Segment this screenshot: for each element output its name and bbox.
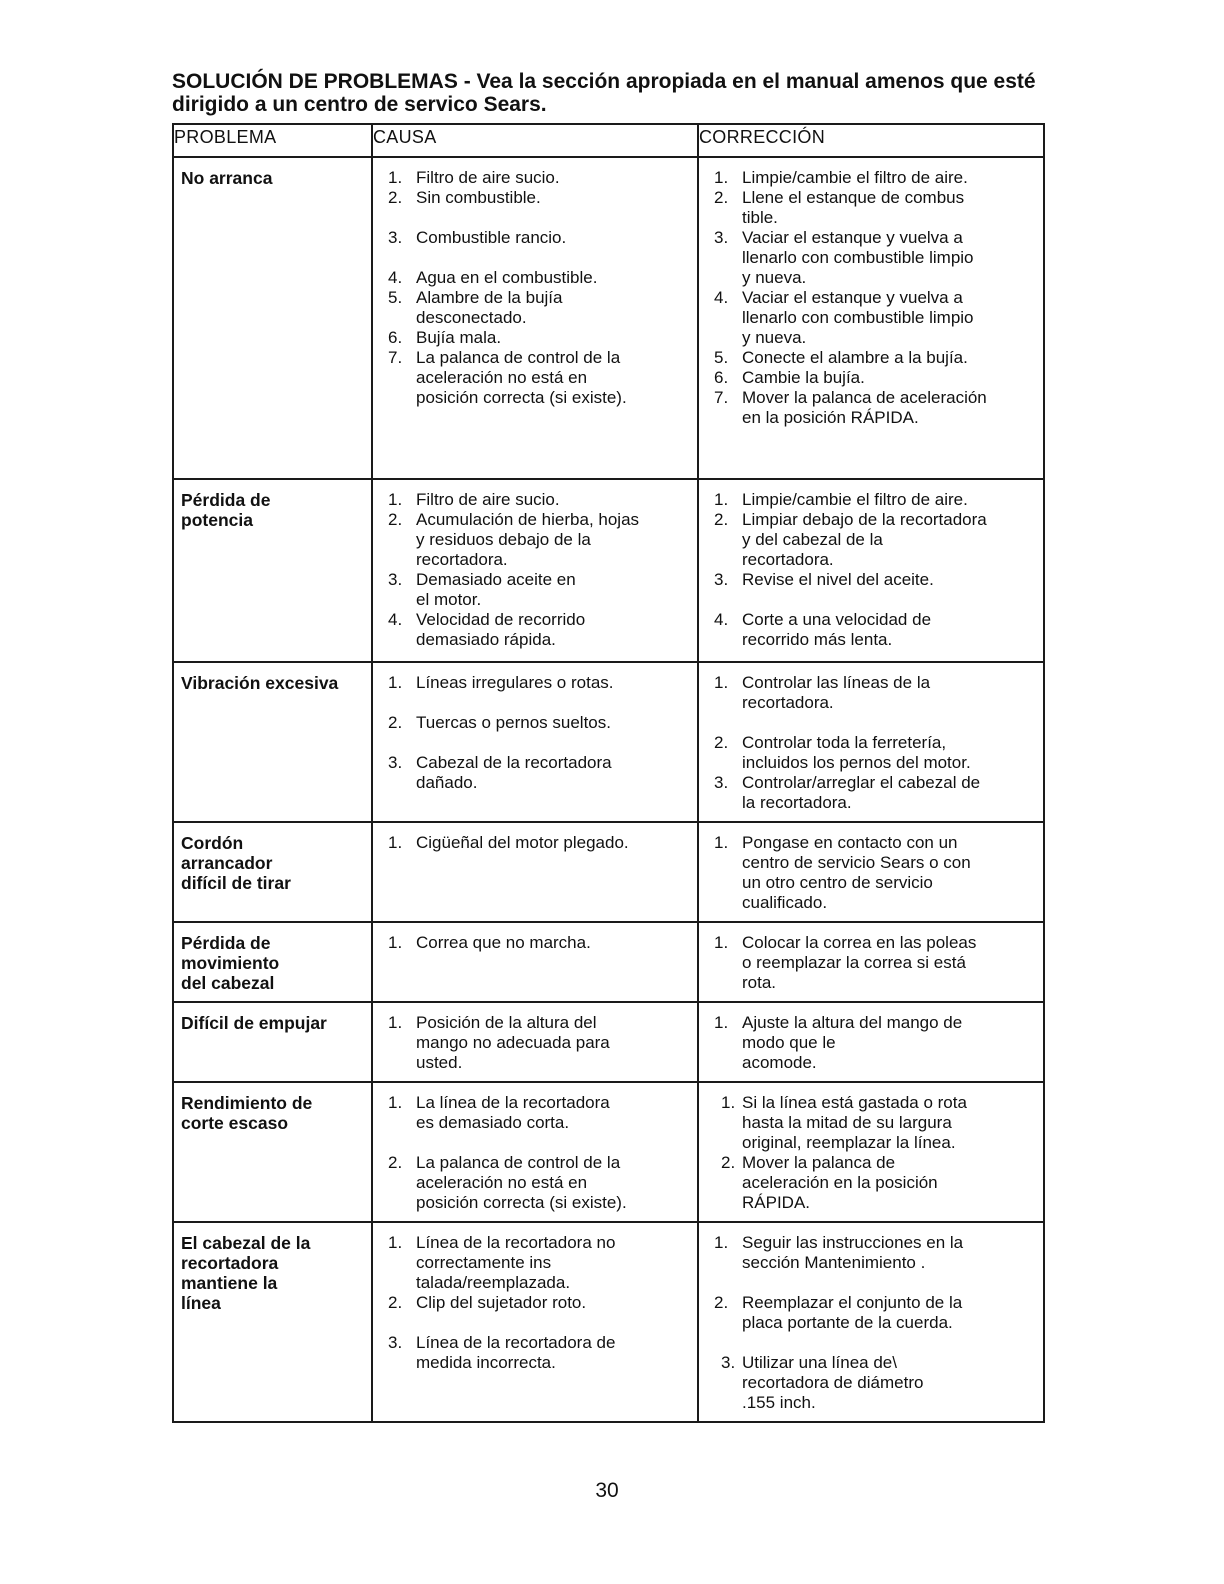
correction-cell <box>698 1222 1044 1422</box>
correction-item-text: Controlar las líneas de la recortadora. <box>742 673 931 712</box>
problem-cell: Pérdida de movimiento del cabezal <box>173 922 372 1002</box>
correction-item <box>707 833 1035 913</box>
cause-item-text: Correa que no marcha. <box>416 933 591 952</box>
correction-item <box>707 773 1035 813</box>
table-row <box>173 157 1044 479</box>
cause-item <box>381 328 689 348</box>
problem-cell: El cabezal de la recortadora mantiene la línea <box>173 1222 372 1422</box>
correction-item-text: Llene el estanque de combus tible. <box>742 188 965 227</box>
correction-item <box>707 1293 1035 1333</box>
cause-item <box>381 1233 689 1293</box>
cause-item-text: Combustible rancio. <box>416 228 567 247</box>
correction-item <box>707 490 1035 510</box>
correction-cell <box>698 1002 1044 1082</box>
cause-cell <box>372 157 698 479</box>
correction-cell <box>698 479 1044 662</box>
cause-item-text: Filtro de aire sucio. <box>416 168 560 187</box>
cause-item <box>381 1153 689 1213</box>
cause-item-text: Filtro de aire sucio. <box>416 490 560 509</box>
table-row <box>173 479 1044 662</box>
header-problem: PROBLEMA <box>173 124 372 157</box>
cause-item <box>381 188 689 208</box>
correction-item-text: Utilizar una línea de\ recortadora de diámetro .155 inch. <box>742 1353 924 1412</box>
cause-item-text: Bujía mala. <box>416 328 502 347</box>
cause-item <box>381 1293 689 1313</box>
cause-cell <box>372 822 698 922</box>
cause-item <box>381 510 689 570</box>
correction-item <box>707 168 1035 188</box>
correction-item-text: Ajuste la altura del mango de modo que le acomode. <box>742 1013 963 1072</box>
cause-item-number: 1. <box>388 933 403 952</box>
correction-list <box>707 1233 1035 1413</box>
cause-item <box>381 1333 689 1373</box>
table-row <box>173 922 1044 1002</box>
cause-item-number: 1. <box>388 833 403 852</box>
cause-item-number: 3. <box>388 570 403 589</box>
correction-cell <box>698 1082 1044 1222</box>
correction-item-text: Colocar la correa en las poleas o reemplazar la correa si está rota. <box>742 933 977 992</box>
correction-item-number: 2. <box>714 510 729 529</box>
correction-item <box>707 570 1035 590</box>
cause-item <box>381 713 689 733</box>
correction-item-number: 1. <box>714 933 729 952</box>
cause-item-text: Clip del sujetador roto. <box>416 1293 587 1312</box>
cause-item-text: Acumulación de hierba, hojas y residuos debajo de la recortadora. <box>416 510 640 569</box>
correction-item-number: 2. <box>721 1153 736 1172</box>
correction-item <box>707 388 1035 428</box>
problem-cell: Difícil de empujar <box>173 1002 372 1082</box>
correction-item <box>707 368 1035 388</box>
correction-item-number: 2. <box>714 188 729 207</box>
cause-list <box>381 1233 689 1373</box>
correction-item-number: 3. <box>714 570 729 589</box>
cause-cell <box>372 1002 698 1082</box>
cause-item-number: 6. <box>388 328 403 347</box>
correction-item <box>707 1013 1035 1073</box>
correction-cell <box>698 662 1044 822</box>
correction-item-text: Mover la palanca de aceleración en la posición RÁPIDA. <box>742 388 987 427</box>
cause-item-text: Agua en el combustible. <box>416 268 598 287</box>
correction-item-text: Reemplazar el conjunto de la placa portante de la cuerda. <box>742 1293 963 1332</box>
correction-item-text: Corte a una velocidad de recorrido más lenta. <box>742 610 932 649</box>
cause-item-number: 1. <box>388 168 403 187</box>
correction-item-number: 4. <box>714 288 729 307</box>
cause-item <box>381 933 689 953</box>
correction-cell <box>698 922 1044 1002</box>
cause-item-number: 1. <box>388 673 403 692</box>
correction-item <box>707 673 1035 713</box>
cause-list <box>381 933 689 953</box>
page-title <box>172 70 1072 116</box>
cause-item <box>381 348 689 408</box>
correction-item-number: 1. <box>714 168 729 187</box>
cause-item-number: 1. <box>388 1013 403 1032</box>
title-rest: - Vea la sección apropiada en el manual amenos que esté dirigido a un centro de servico Sears. <box>172 70 1036 116</box>
table-row <box>173 822 1044 922</box>
correction-item-text: Vaciar el estanque y vuelva a llenarlo con combustible limpio y nueva. <box>742 228 974 287</box>
table-row <box>173 1222 1044 1422</box>
correction-item-text: Cambie la bujía. <box>742 368 865 387</box>
correction-item-text: Conecte el alambre a la bujía. <box>742 348 968 367</box>
cause-item <box>381 833 689 853</box>
correction-item <box>707 228 1035 288</box>
correction-item <box>707 733 1035 773</box>
correction-item-number: 6. <box>714 368 729 387</box>
correction-item <box>707 288 1035 348</box>
cause-item-number: 4. <box>388 268 403 287</box>
cause-item-text: Demasiado aceite en el motor. <box>416 570 576 609</box>
cause-item-text: Línea de la recortadora no correctamente ins talada/reemplazada. <box>416 1233 616 1292</box>
cause-item-text: Líneas irregulares o rotas. <box>416 673 614 692</box>
cause-item-text: La palanca de control de la aceleración no está en posición correcta (si existe). <box>416 348 627 407</box>
correction-item-number: 1. <box>714 1233 729 1252</box>
problem-cell: Pérdida de potencia <box>173 479 372 662</box>
correction-item-number: 3. <box>714 773 729 792</box>
correction-item-number: 5. <box>714 348 729 367</box>
correction-item <box>707 1353 1035 1413</box>
cause-item-number: 1. <box>388 490 403 509</box>
cause-item <box>381 673 689 693</box>
cause-item <box>381 610 689 650</box>
cause-list <box>381 673 689 793</box>
cause-item <box>381 1013 689 1073</box>
correction-cell <box>698 822 1044 922</box>
header-correction: CORRECCIÓN <box>698 124 1044 157</box>
correction-item-number: 3. <box>721 1353 736 1372</box>
cause-item-text: Sin combustible. <box>416 188 541 207</box>
cause-item-text: Tuercas o pernos sueltos. <box>416 713 611 732</box>
correction-list <box>707 490 1035 650</box>
cause-item <box>381 753 689 793</box>
cause-item-text: Alambre de la bujía desconectado. <box>416 288 563 327</box>
cause-item <box>381 228 689 248</box>
troubleshooting-table <box>172 123 1045 1423</box>
cause-item-number: 2. <box>388 1293 403 1312</box>
cause-item-number: 3. <box>388 753 403 772</box>
cause-cell <box>372 662 698 822</box>
cause-item <box>381 1093 689 1133</box>
correction-item-text: Mover la palanca de aceleración en la posición RÁPIDA. <box>742 1153 938 1212</box>
correction-item-text: Vaciar el estanque y vuelva a llenarlo con combustible limpio y nueva. <box>742 288 974 347</box>
cause-item-text: La palanca de control de la aceleración no está en posición correcta (si existe). <box>416 1153 627 1212</box>
cause-item <box>381 288 689 328</box>
correction-list <box>707 833 1035 913</box>
cause-item <box>381 570 689 610</box>
header-cause: CAUSA <box>372 124 698 157</box>
correction-item-text: Pongase en contacto con un centro de servicio Sears o con un otro centro de servicio cualificado. <box>742 833 971 912</box>
correction-list <box>707 1093 1035 1213</box>
cause-item-text: Cabezal de la recortadora dañado. <box>416 753 612 792</box>
problem-cell: Cordón arrancador difícil de tirar <box>173 822 372 922</box>
correction-item-text: Controlar toda la ferretería, incluidos los pernos del motor. <box>742 733 971 772</box>
cause-item-text: Posición de la altura del mango no adecuada para usted. <box>416 1013 610 1072</box>
correction-item <box>707 933 1035 993</box>
correction-item-number: 1. <box>714 1013 729 1032</box>
cause-item-number: 2. <box>388 713 403 732</box>
cause-item-text: La línea de la recortadora es demasiado corta. <box>416 1093 610 1132</box>
correction-item-number: 1. <box>714 490 729 509</box>
cause-item-number: 7. <box>388 348 403 367</box>
correction-item-number: 4. <box>714 610 729 629</box>
correction-list <box>707 933 1035 993</box>
cause-item <box>381 490 689 510</box>
cause-cell <box>372 922 698 1002</box>
page-number: 30 <box>595 1479 619 1502</box>
cause-item-text: Línea de la recortadora de medida incorrecta. <box>416 1333 616 1372</box>
problem-cell: Rendimiento de corte escaso <box>173 1082 372 1222</box>
cause-item-number: 4. <box>388 610 403 629</box>
cause-cell <box>372 479 698 662</box>
correction-item <box>707 188 1035 228</box>
correction-item <box>707 348 1035 368</box>
cause-cell <box>372 1082 698 1222</box>
cause-list <box>381 833 689 853</box>
table-row <box>173 1082 1044 1222</box>
table-header-row <box>173 124 1044 157</box>
correction-item-number: 2. <box>714 1293 729 1312</box>
cause-list <box>381 490 689 650</box>
correction-item-number: 7. <box>714 388 729 407</box>
correction-item-number: 3. <box>714 228 729 247</box>
cause-item-number: 1. <box>388 1233 403 1252</box>
cause-cell <box>372 1222 698 1422</box>
cause-item-number: 1. <box>388 1093 403 1112</box>
table-row <box>173 1002 1044 1082</box>
cause-list <box>381 1093 689 1213</box>
cause-item-text: Cigüeñal del motor plegado. <box>416 833 629 852</box>
cause-list <box>381 1013 689 1073</box>
correction-item-number: 1. <box>721 1093 736 1112</box>
cause-item-number: 2. <box>388 1153 403 1172</box>
cause-item-number: 2. <box>388 510 403 529</box>
problem-cell: Vibración excesiva <box>173 662 372 822</box>
correction-item-number: 1. <box>714 673 729 692</box>
correction-item <box>707 510 1035 570</box>
table-row <box>173 662 1044 822</box>
cause-item <box>381 168 689 188</box>
correction-list <box>707 673 1035 813</box>
correction-list <box>707 168 1035 428</box>
correction-item <box>707 1153 1035 1213</box>
cause-item-number: 5. <box>388 288 403 307</box>
correction-item <box>707 1233 1035 1273</box>
correction-item-number: 1. <box>714 833 729 852</box>
correction-item <box>707 610 1035 650</box>
correction-item <box>707 1093 1035 1153</box>
cause-item <box>381 268 689 288</box>
cause-item-text: Velocidad de recorrido demasiado rápida. <box>416 610 586 649</box>
correction-item-text: Controlar/arreglar el cabezal de la recortadora. <box>742 773 981 812</box>
cause-item-number: 3. <box>388 1333 403 1352</box>
correction-item-text: Revise el nivel del aceite. <box>742 570 934 589</box>
correction-item-number: 2. <box>714 733 729 752</box>
correction-item-text: Limpie/cambie el filtro de aire. <box>742 490 968 509</box>
correction-item-text: Limpiar debajo de la recortadora y del cabezal de la recortadora. <box>742 510 987 569</box>
cause-list <box>381 168 689 408</box>
correction-item-text: Limpie/cambie el filtro de aire. <box>742 168 968 187</box>
correction-item-text: Si la línea está gastada o rota hasta la mitad de su largura original, reemplazar la línea. <box>742 1093 967 1152</box>
correction-cell <box>698 157 1044 479</box>
title-lead: SOLUCIÓN DE PROBLEMAS <box>172 70 458 93</box>
table-body <box>173 157 1044 1422</box>
cause-item-number: 2. <box>388 188 403 207</box>
correction-item-text: Seguir las instrucciones en la sección Mantenimiento . <box>742 1233 964 1272</box>
problem-cell: No arranca <box>173 157 372 479</box>
cause-item-number: 3. <box>388 228 403 247</box>
correction-list <box>707 1013 1035 1073</box>
